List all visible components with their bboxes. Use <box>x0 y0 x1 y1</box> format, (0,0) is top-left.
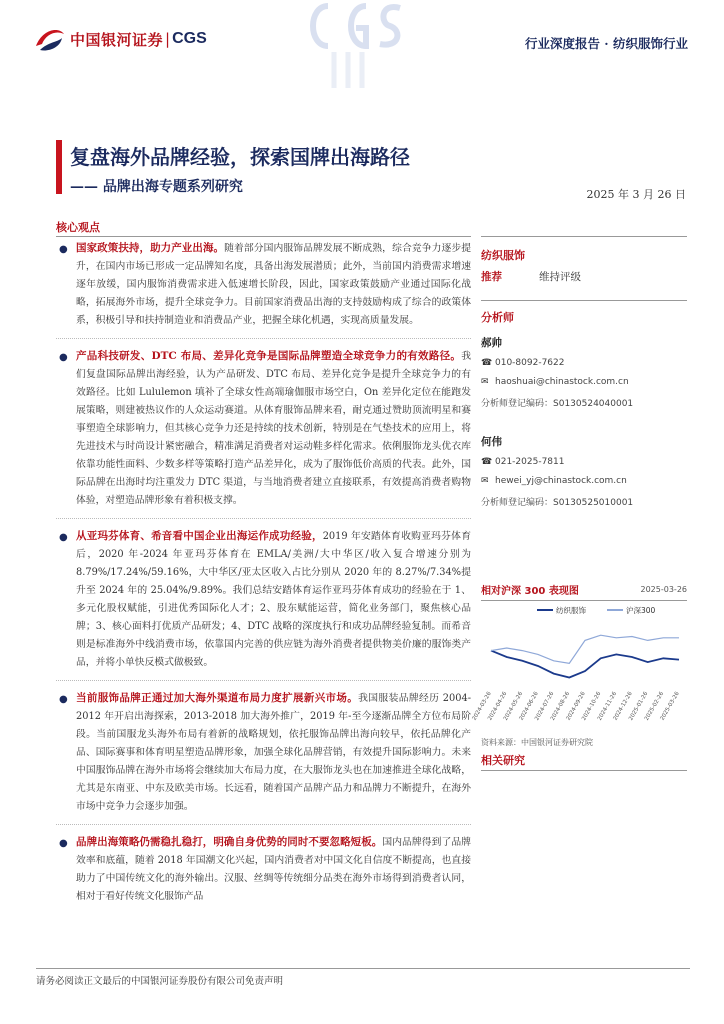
core-point <box>56 689 471 816</box>
page-title: 复盘海外品牌经验，探索国牌出海路径 <box>70 145 410 169</box>
core-points <box>56 239 471 906</box>
point-body: 国内品牌得到了品牌效率和底蕴，随着 2018 年国潮文化兴起，国内消费者对中国文化自信度不断提高，也直接助力了中国传统文化的海外输出。汉服、丝绸等传统细分品类在海外市场得到消费者认同，相对于看好传统文化服饰产品 <box>76 837 472 902</box>
divider <box>56 680 471 681</box>
bullet-icon: ● <box>59 838 68 849</box>
report-type: 行业深度报告 · 纺织服饰行业 <box>524 36 688 51</box>
x-tick-label: 2024-04-26 <box>487 691 509 722</box>
chart-date: 2025-03-26 <box>640 585 687 594</box>
core-point <box>56 239 471 330</box>
divider <box>56 518 471 519</box>
chart-header <box>481 582 687 601</box>
core-point <box>56 833 471 906</box>
bullet-icon: ● <box>59 352 68 363</box>
phone-icon: ☎ <box>481 457 493 467</box>
bullet-icon: ● <box>59 694 68 705</box>
x-tick-label: 2024-10-26 <box>581 691 603 722</box>
rating-label: 推荐 <box>481 271 502 283</box>
rating-value: 维持评级 <box>539 271 581 283</box>
report-date: 2025 年 3 月 26 日 <box>586 188 686 201</box>
series-line <box>491 651 679 678</box>
logo-icon <box>34 24 66 54</box>
x-tick-label: 2024-07-26 <box>534 691 556 722</box>
legend-label: 沪深300 <box>626 606 656 615</box>
company-logo <box>34 24 207 54</box>
x-tick-label: 2024-08-26 <box>549 691 572 722</box>
point-body: 2019 年安踏体育收购亚玛芬体育后，2020 年-2024 年亚玛芬体育在 EMLA/美洲/大中华区/收入复合增速分别为 8.79%/17.24%/59.16%，大中华区/亚太区收入占比分别从 2020 年的 8.27%/7.34%提升至 2024 年的 25.04%/9.89%。我们总结安踏体育运作亚玛芬体育成功的经验在于 1、多元化股权赋能，引进优秀国际化人才；2、股东赋能运营，简化业务部门，聚焦核心品牌；3、核心面料打优质产品研发；4、DTC 战略的深度执行和成功品牌经验复制。而希音则是标准海外中线消费市场，依靠国内完善的供应链为海外消费者提供物美价廉的服饰类产品，并将小单快反模式做极致。 <box>76 531 472 668</box>
analyst-email[interactable]: ✉ haoshuai@chinastock.com.cn <box>481 377 629 387</box>
analyst-name: 郝帅 <box>481 337 502 349</box>
bullet-icon: ● <box>59 244 68 255</box>
x-tick-label: 2024-06-26 <box>518 691 540 722</box>
page-header <box>0 0 724 80</box>
x-tick-label: 2025-02-26 <box>643 691 666 722</box>
cgs-watermark-icon <box>288 0 410 92</box>
divider <box>481 770 687 771</box>
point-heading: 品牌出海策略仍需稳扎稳打，明确自身优势的同时不要忽略短板。 <box>76 836 383 848</box>
sidebar <box>481 236 687 517</box>
analyst-name: 何伟 <box>481 436 502 448</box>
logo-text: 中国银河证券 <box>70 30 164 49</box>
x-tick-label: 2025-01-26 <box>628 691 650 722</box>
analyst-phone: ☎ 021-2025-7811 <box>481 457 565 467</box>
relative-performance-chart <box>471 582 687 748</box>
core-point <box>56 527 471 672</box>
point-heading: 国家政策扶持，助力产业出海。 <box>76 242 225 254</box>
industry-heading: 纺织服饰 <box>481 249 525 262</box>
chart-title: 相对沪深 300 表现图 <box>481 586 579 597</box>
x-tick-label: 2024-09-26 <box>565 691 587 722</box>
point-heading: 从亚玛芬体育、希音看中国企业出海运作成功经验， <box>76 530 323 542</box>
point-body: 我们复盘国际品牌出海经验，认为产品研发、DTC 布局、差异化竞争是提升全球竞争力的有效路径。比如 Lululemon 填补了全球女性高端瑜伽服市场空白，On 差异化定位在能跑发展策略，则建被热议作的人众运动赛道。从体育服饰品牌来看，耐克通过赞助顶流明星和赛事塑造全球影响力，但其核心竞争力还是持续的技术创新，特别是在气垫技术的应用上，将先进技术与时尚设计紧密融合，精准满足消费者对运动鞋多样化需求。依俐服饰龙头优衣库依靠功能性面料、少数多样等策略打造产品差异化，成为了服饰低价高质的代表。此外，国际品牌在出海时均注重发力 DTC 渠道，与当地消费者建立直接联系，有效提高消费者购物体验，对塑造品牌形象有着积极支撑。 <box>76 351 471 506</box>
legend-label: 纺织服饰 <box>556 606 586 615</box>
point-heading: 当前服饰品牌正通过加大海外渠道布局力度扩展新兴市场。 <box>76 692 359 704</box>
related-research-heading: 相关研究 <box>481 754 525 767</box>
point-body: 我国服装品牌经历 2004-2012 年开启出海探索，2013-2018 加大海外推广，2019 年-至今逐渐品牌全方位布局阶段。当前国服龙头海外布局有着新的战略规划，依托服饰品牌出海向较早，依托品牌化产品、国际赛事和体育明星塑造品牌形象，加强全球化品牌营销，有效提升国际影响力。未来中国服饰品牌在海外市场将会继续加大布局力度，在大服饰龙头也在加速推进全球化战略，尤其是东南亚、中东及欧美市场。长远看，随着国产品牌产品力和品牌力不断提升，在海外市场中竞争力会逐步加强。 <box>76 693 472 812</box>
logo-separator: | <box>165 30 171 48</box>
analyst-heading: 分析师 <box>481 311 514 324</box>
x-tick-label: 2024-05-26 <box>502 691 525 722</box>
x-tick-label: 2024-03-26 <box>471 691 493 722</box>
bullet-icon: ● <box>59 532 68 543</box>
divider <box>56 236 471 237</box>
core-point <box>56 347 471 510</box>
phone-icon: ☎ <box>481 358 493 368</box>
x-tick-label: 2024-11-26 <box>596 691 619 722</box>
email-icon: ✉ <box>481 476 489 486</box>
divider <box>56 824 471 825</box>
chart-plot <box>471 601 687 731</box>
x-tick-label: 2024-12-26 <box>612 691 634 722</box>
disclaimer-footer: 请务必阅读正文最后的中国银河证券股份有限公司免责声明 <box>36 976 284 987</box>
point-body: 随着部分国内服饰品牌发展不断成熟，综合竞争力逐步提升，在国内市场已形成一定品牌知名度，具备出海发展潜质；此外，当前国内消费需求增速逐年放缓，国内服饰消费需求进入低速增长阶段，因此，国家政策鼓励产业通过国际化战略，拓展海外市场，提升全球竞争力。目前国家消费品出海的支持鼓励构成了综合的政策体系，积极引导和扶持制造业和消费品产业，把握全球化机遇，实现高质量发展。 <box>76 243 472 326</box>
analyst-license: 分析师登记编码：S0130524040001 <box>481 399 634 409</box>
x-tick-label: 2025-03-26 <box>659 691 681 722</box>
divider <box>36 968 690 969</box>
chart-source: 资料来源：中国银河证券研究院 <box>481 738 593 747</box>
rating-row <box>481 269 687 284</box>
analyst-phone: ☎ 010-8092-7622 <box>481 358 565 368</box>
divider <box>56 338 471 339</box>
analyst-license: 分析师登记编码：S0130525010001 <box>481 498 634 508</box>
divider <box>481 300 687 301</box>
email-icon: ✉ <box>481 377 489 387</box>
logo-cgs: CGS <box>172 30 207 47</box>
page-subtitle: —— 品牌出海专题系列研究 <box>70 179 243 195</box>
analyst-email[interactable]: ✉ hewei_yj@chinastock.com.cn <box>481 476 627 486</box>
point-heading: 产品科技研发、DTC 布局、差异化竞争是国际品牌塑造全球竞争力的有效路径。 <box>76 350 462 362</box>
divider <box>481 236 687 237</box>
title-accent-bar <box>56 140 62 194</box>
core-views-heading: 核心观点 <box>56 221 100 234</box>
